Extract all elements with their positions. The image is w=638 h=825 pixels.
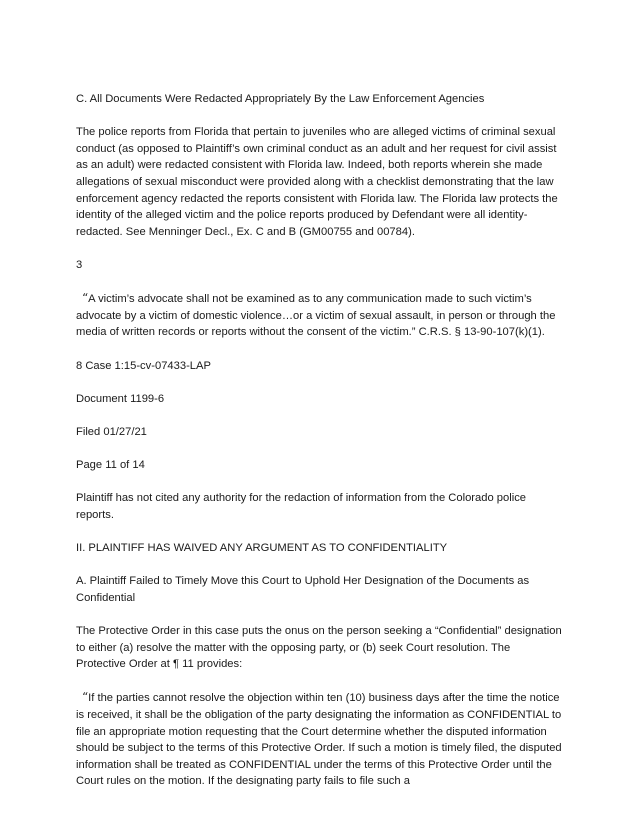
paragraph-florida-reports: The police reports from Florida that pertain to juveniles who are alleged victims of criminal sexual conduct (as opposed to Plaintiff’s own criminal conduct as an adult and her request for civil assist as an adult) were redacted consistent with Florida law. Indeed, both reports wherein she made allegations of sexual misconduct were provided along with a checklist demonstrating that the law enforcement agency redacted the reports consistent with Florida law. The Florida law protects the identity of the alleged victim and the police reports produced by Defendant were all identity-redacted. See Menninger Decl., Ex. C and B (GM00755 and 00784). xyxy=(76,126,558,238)
paragraph-colorado-reports: Plaintiff has not cited any authority for the redaction of information from the Colorado police reports. xyxy=(76,492,527,521)
block-quote-victim-advocate xyxy=(76,290,562,341)
quote-text: A victim’s advocate shall not be examined as to any communication made to such victim’s advocate by a victim of domestic violence…or a victim of sexual assault, in person or through the media of written records or reports without the consent of the victim.” C.R.S. § 13-90-107(k)(1). xyxy=(76,293,556,339)
document-number-line: Document 1199-6 xyxy=(76,392,165,405)
quote-mark: “ xyxy=(82,690,89,705)
block-quote-protective-order xyxy=(76,689,562,790)
case-number-line: 8 Case 1:15-cv-07433-LAP xyxy=(76,359,211,372)
section-heading-a: A. Plaintiff Failed to Timely Move this Court to Uphold Her Designation of the Documents as Confidential xyxy=(76,575,530,604)
document-body xyxy=(76,91,562,790)
footnote-number: 3 xyxy=(76,258,83,271)
filed-date-line: Filed 01/27/21 xyxy=(76,425,147,438)
paragraph-protective-order: The Protective Order in this case puts the onus on the person seeking a “Confidential” designation to either (a) resolve the matter with the opposing party, or (b) seek Court resolution. The Protective Order at ¶ 11 provides: xyxy=(76,625,562,671)
section-heading-c: C. All Documents Were Redacted Appropriately By the Law Enforcement Agencies xyxy=(76,93,485,105)
quote-mark: “ xyxy=(82,291,89,306)
section-heading-ii: II. PLAINTIFF HAS WAIVED ANY ARGUMENT AS TO CONFIDENTIALITY xyxy=(76,542,448,555)
quote-text: If the parties cannot resolve the objection within ten (10) business days after the time the notice is received, it shall be the obligation of the party designating the information as CONFIDENTIAL to file an appropriate motion requesting that the Court determine whether the disputed information should be subject to the terms of this Protective Order. If such a motion is timely filed, the disputed information shall be treated as CONFIDENTIAL under the terms of this Protective Order until the Court rules on the motion. If the designating party fails to file such a xyxy=(76,692,562,788)
page-number-line: Page 11 of 14 xyxy=(76,459,145,472)
